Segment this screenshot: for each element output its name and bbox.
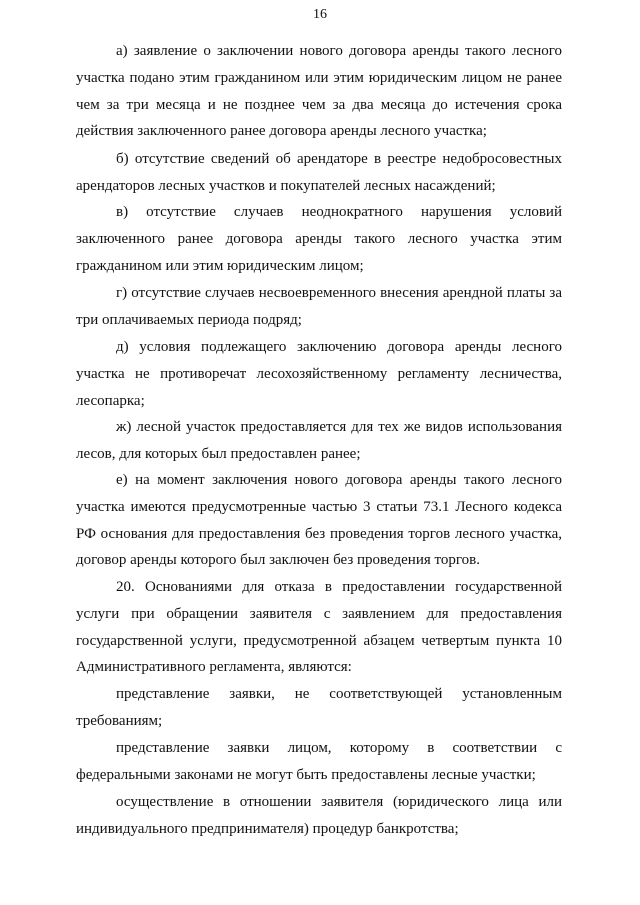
list-item-ineligible-applicant: представление заявки лицом, которому в соответствии с федеральными законами не могут быть предоставлены лесные участки; [76, 740, 562, 783]
paragraph-g: г) отсутствие случаев несвоевременного внесения арендной платы за три оплачиваемых периода подряд; [76, 285, 562, 328]
paragraph-20: 20. Основаниями для отказа в предоставлении государственной услуги при обращении заявителя с заявлением для предоставления государственной услуги, предусмотренной абзацем четвертым пункта 10 Административного регламента, являются: [76, 579, 562, 676]
paragraph-a: а) заявление о заключении нового договора аренды такого лесного участка подано этим гражданином или этим юридическим лицом не ранее чем за три месяца и не позднее чем за два месяца до истечения срока действия заключенного ранее договора аренды лесного участка; [76, 43, 562, 140]
paragraph-zh: ж) лесной участок предоставляется для тех же видов использования лесов, для которых был предоставлен ранее; [76, 419, 562, 462]
page-number: 16 [313, 7, 327, 22]
list-item-bankruptcy: осуществление в отношении заявителя (юридического лица или индивидуального предпринимателя) процедур банкротства; [76, 794, 562, 837]
paragraph-d: д) условия подлежащего заключению договора аренды лесного участка не противоречат лесохозяйственному регламенту лесничества, лесопарка; [76, 339, 562, 409]
paragraph-v: в) отсутствие случаев неоднократного нарушения условий заключенного ранее договора аренды такого лесного участка этим гражданином или этим юридическим лицом; [76, 204, 562, 274]
list-item-non-conforming-application: представление заявки, не соответствующей установленным требованиям; [76, 686, 562, 729]
paragraph-e: е) на момент заключения нового договора аренды такого лесного участка имеются предусмотренные частью 3 статьи 73.1 Лесного кодекса РФ основания для предоставления без проведения торгов лесного участка, договор аренды которого был заключен без проведения торгов. [76, 472, 562, 569]
paragraph-b: б) отсутствие сведений об арендаторе в реестре недобросовестных арендаторов лесных участков и покупателей лесных насаждений; [76, 151, 562, 194]
